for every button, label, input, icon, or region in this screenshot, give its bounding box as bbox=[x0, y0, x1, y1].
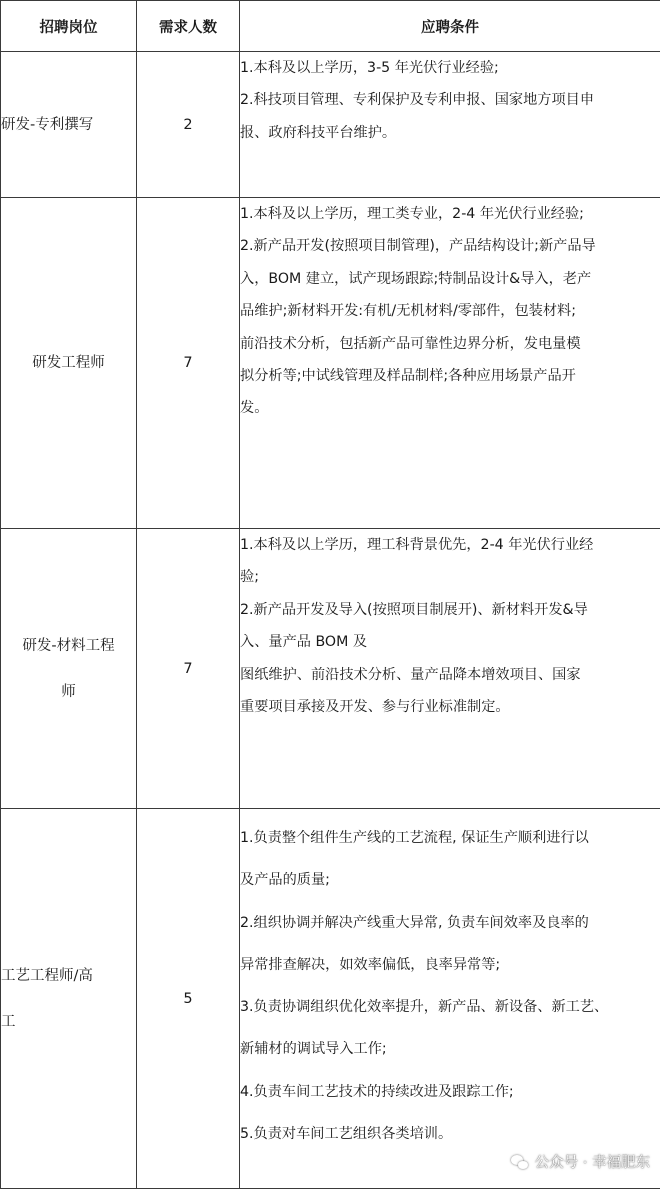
requirements-cell bbox=[240, 529, 660, 809]
requirements-cell bbox=[240, 198, 660, 529]
table-row bbox=[1, 529, 660, 809]
requirements-cell bbox=[240, 52, 660, 198]
position-cell bbox=[1, 809, 137, 1189]
requirement-line: 1.本科及以上学历，理工类专业，2-4 年光伏行业经验; bbox=[240, 198, 660, 230]
requirement-line: 异常排查解决，如效率偏低，良率异常等; bbox=[240, 944, 660, 986]
requirement-line: 品维护;新材料开发:有机/无机材料/零部件，包装材料; bbox=[240, 295, 660, 327]
position-cell: 研发工程师 bbox=[1, 198, 137, 529]
requirement-line: 验; bbox=[240, 561, 660, 593]
table-row bbox=[1, 198, 660, 529]
requirement-line: 1.本科及以上学历，理工科背景优先，2-4 年光伏行业经 bbox=[240, 529, 660, 561]
requirement-line: 发。 bbox=[240, 392, 660, 424]
count-cell: 7 bbox=[137, 198, 240, 529]
watermark-text: 公众号 · 幸福肥东 bbox=[535, 1151, 650, 1172]
position-line: 师 bbox=[5, 669, 132, 715]
requirement-line: 入，BOM 建立，试产现场跟踪;特制品设计&导入，老产 bbox=[240, 263, 660, 295]
requirement-line: 4.负责车间工艺技术的持续改进及跟踪工作; bbox=[240, 1071, 660, 1113]
requirement-line: 3.负责协调组织优化效率提升，新产品、新设备、新工艺、 bbox=[240, 986, 660, 1028]
header-requirements: 应聘条件 bbox=[240, 1, 660, 52]
table-row bbox=[1, 52, 660, 198]
header-position: 招聘岗位 bbox=[1, 1, 137, 52]
requirement-line: 1.本科及以上学历，3-5 年光伏行业经验; bbox=[240, 52, 660, 84]
table-row bbox=[1, 809, 660, 1189]
requirement-line: 1.负责整个组件生产线的工艺流程, 保证生产顺利进行以 bbox=[240, 817, 660, 859]
count-cell: 7 bbox=[137, 529, 240, 809]
requirement-line: 及产品的质量; bbox=[240, 859, 660, 901]
requirement-line: 前沿技术分析，包括新产品可靠性边界分析，发电量模 bbox=[240, 328, 660, 360]
watermark bbox=[511, 1151, 650, 1172]
requirements-cell bbox=[240, 809, 660, 1189]
position-line: 工 bbox=[1, 999, 136, 1045]
header-count: 需求人数 bbox=[137, 1, 240, 52]
requirement-line: 拟分析等;中试线管理及样品制样;各种应用场景产品开 bbox=[240, 360, 660, 392]
position-line: 研发-材料工程 bbox=[5, 623, 132, 669]
requirement-line: 重要项目承接及开发、参与行业标准制定。 bbox=[240, 691, 660, 723]
requirement-line: 2.科技项目管理、专利保护及专利申报、国家地方项目申 bbox=[240, 84, 660, 116]
requirement-line: 2.新产品开发及导入(按照项目制展开)、新材料开发&导 bbox=[240, 594, 660, 626]
requirement-line: 5.负责对车间工艺组织各类培训。 bbox=[240, 1113, 660, 1155]
requirement-line: 报、政府科技平台维护。 bbox=[240, 117, 660, 149]
count-cell: 5 bbox=[137, 809, 240, 1189]
position-cell: 研发-专利撰写 bbox=[1, 52, 137, 198]
position-line: 工艺工程师/高 bbox=[1, 953, 136, 999]
requirement-line: 2.组织协调并解决产线重大异常, 负责车间效率及良率的 bbox=[240, 902, 660, 944]
requirement-line: 新辅材的调试导入工作; bbox=[240, 1028, 660, 1070]
requirement-line: 2.新产品开发(按照项目制管理)，产品结构设计;新产品导 bbox=[240, 230, 660, 262]
requirement-line: 图纸维护、前沿技术分析、量产品降本增效项目、国家 bbox=[240, 659, 660, 691]
position-cell bbox=[1, 529, 137, 809]
table-header-row bbox=[1, 1, 660, 52]
wechat-icon bbox=[511, 1154, 529, 1170]
count-cell: 2 bbox=[137, 52, 240, 198]
requirement-line: 入、量产品 BOM 及 bbox=[240, 626, 660, 658]
